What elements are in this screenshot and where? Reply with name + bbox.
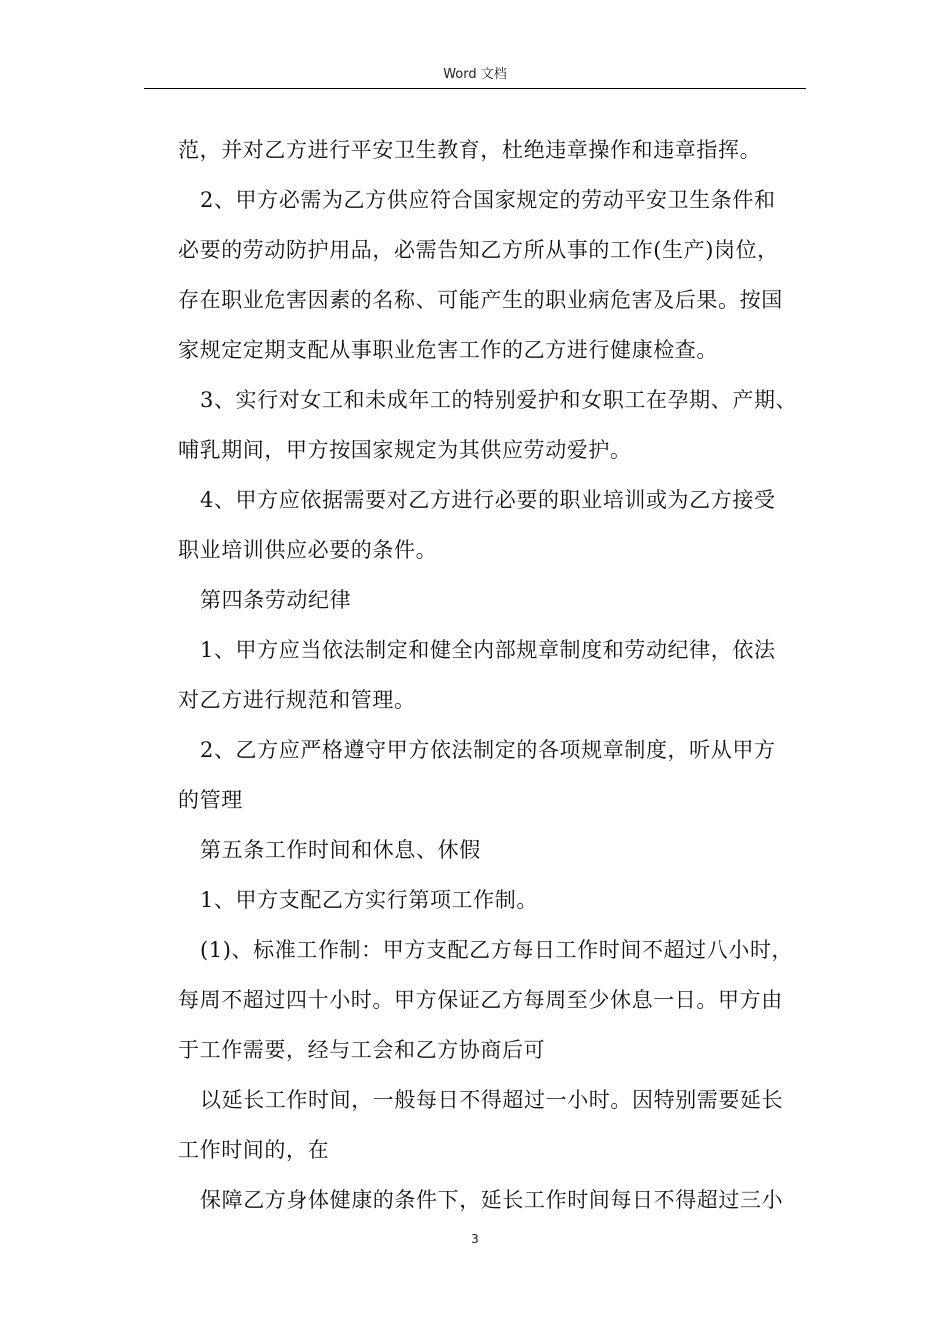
text-line: 范，并对乙方进行平安卫生教育，杜绝违章操作和违章指挥。 bbox=[178, 138, 762, 162]
text-line: (1)、标准工作制：甲方支配乙方每日工作时间不超过八小时， bbox=[200, 938, 794, 962]
text-line: 于工作需要，经与工会和乙方协商后可 bbox=[178, 1038, 546, 1062]
text-line: 工作时间的，在 bbox=[178, 1138, 330, 1162]
text-line: 职业培训供应必要的条件。 bbox=[178, 538, 438, 562]
text-line: 2、乙方应严格遵守甲方依法制定的各项规章制度，听从甲方 bbox=[200, 738, 776, 762]
text-line: 4、甲方应依据需要对乙方进行必要的职业培训或为乙方接受 bbox=[200, 488, 776, 512]
document-body bbox=[178, 125, 810, 1225]
text-line: 必要的劳动防护用品，必需告知乙方所从事的工作(生产)岗位， bbox=[178, 238, 779, 262]
text-line: 家规定定期支配从事职业危害工作的乙方进行健康检查。 bbox=[178, 338, 718, 362]
text-line: 哺乳期间，甲方按国家规定为其供应劳动爱护。 bbox=[178, 438, 632, 462]
text-line: 1、甲方支配乙方实行第项工作制。 bbox=[200, 888, 538, 912]
text-line: 3、实行对女工和未成年工的特别爱护和女职工在孕期、产期、 bbox=[200, 388, 798, 412]
text-line: 对乙方进行规范和管理。 bbox=[178, 688, 416, 712]
text-line: 存在职业危害因素的名称、可能产生的职业病危害及后果。按国 bbox=[178, 288, 783, 312]
text-line: 保障乙方身体健康的条件下，延长工作时间每日不得超过三小 bbox=[200, 1188, 784, 1212]
text-line: 以延长工作时间，一般每日不得超过一小时。因特别需要延长 bbox=[200, 1088, 784, 1112]
page-header-title: Word 文档 bbox=[443, 67, 507, 82]
text-line: 2、甲方必需为乙方供应符合国家规定的劳动平安卫生条件和 bbox=[200, 188, 776, 212]
text-line: 每周不超过四十小时。甲方保证乙方每周至少休息一日。甲方由 bbox=[178, 988, 783, 1012]
text-line: 1、甲方应当依法制定和健全内部规章制度和劳动纪律，依法 bbox=[200, 638, 776, 662]
text-line: 的管理 bbox=[178, 788, 243, 812]
section-heading: 第五条工作时间和休息、休假 bbox=[200, 838, 481, 862]
section-heading: 第四条劳动纪律 bbox=[200, 588, 352, 612]
page-number: 3 bbox=[471, 1232, 479, 1246]
header-rule bbox=[144, 88, 806, 89]
